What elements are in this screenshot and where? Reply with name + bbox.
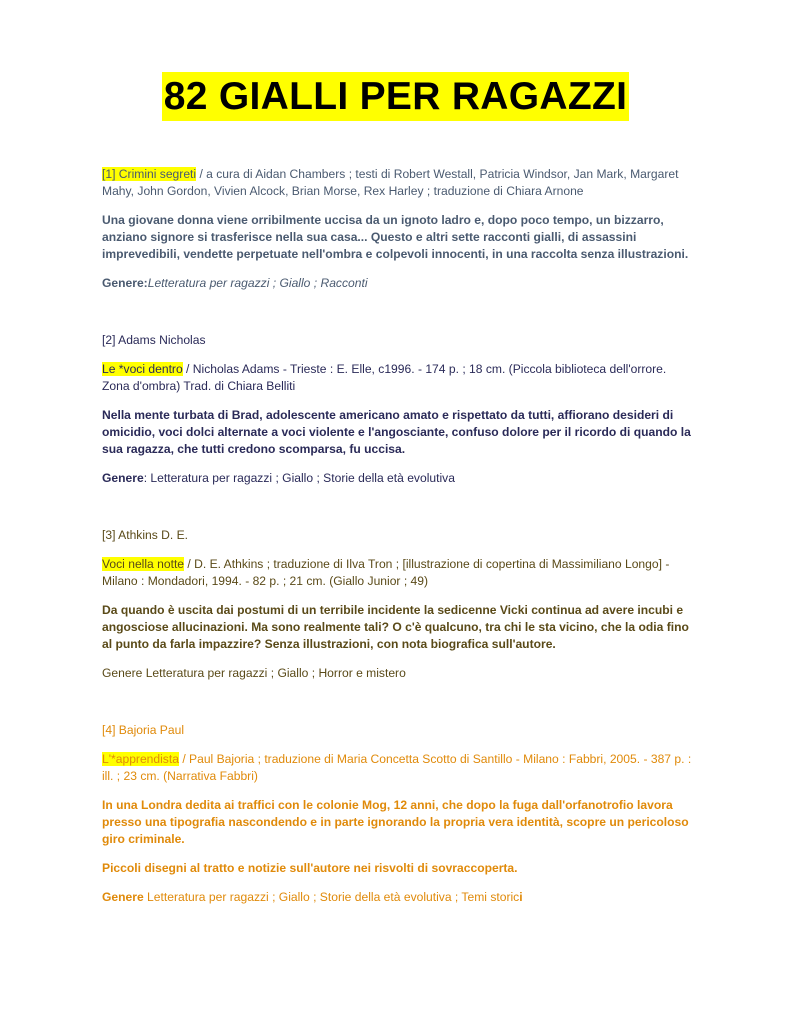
entry-3 [102,527,692,682]
entry-4-reference [102,751,692,785]
entry-2-genre-value: : Letteratura per ragazzi ; Giallo ; Storie della età evolutiva [143,471,455,485]
title-block [0,72,791,121]
entry-2-author: [2] Adams Nicholas [102,333,206,347]
entry-1-summary: Una giovane donna viene orribilmente uccisa da un ignoto ladro e, dopo poco tempo, un bizzarro, anziano signore si trasferisce nella sua casa... Questo e altri sette racconti gialli, di assassini imprevedibili, vendette perpetuate nell'ombra e colpevoli innocenti, in una raccolta senza illustrazioni. [102,213,689,261]
entry-4-details: / Paul Bajoria ; traduzione di Maria Concetta Scotto di Santillo - Milano : Fabbri, 2005. - 387 p. : ill. ; 23 cm. (Narrativa Fabbri) [102,752,692,783]
entry-1-genre [102,275,692,292]
entry-2 [102,332,692,487]
entry-1-genre-value: Letteratura per ragazzi ; Giallo ; Racconti [147,276,368,290]
entry-4-genre [102,889,692,906]
entry-2-genre [102,470,692,487]
entry-3-genre: Genere Letteratura per ragazzi ; Giallo ; Horror e mistero [102,666,406,680]
entry-3-details: / D. E. Athkins ; traduzione di Ilva Tron ; [illustrazione di copertina di Massimiliano Longo] - Milano : Mondadori, 1994. - 82 p. ; 21 cm. (Giallo Junior ; 49) [102,557,670,588]
entry-4-genre-label: Genere [102,890,144,904]
entry-1 [102,166,692,292]
entry-4-author: [4] Bajoria Paul [102,723,185,737]
entry-4-title: L'*apprendista [102,752,179,766]
entry-1-details: / a cura di Aidan Chambers ; testi di Robert Westall, Patricia Windsor, Jan Mark, Margaret Mahy, John Gordon, Vivien Alcock, Brian Morse, Rex Harley ; traduzione di Chiara Arnone [102,167,679,198]
entry-1-genre-label: Genere: [102,276,148,290]
entry-1-title: [1] Crimini segreti [102,167,197,181]
entry-3-title: Voci nella notte [102,557,185,571]
entry-4-notes: Piccoli disegni al tratto e notizie sull'autore nei risvolti di sovraccoperta. [102,861,518,875]
entry-3-summary: Da quando è uscita dai postumi di un terribile incidente la sedicenne Vicki continua ad avere incubi e angosciose allucinazioni. Ma sono realmente tali? O c'è qualcuno, tra chi le sta vicino, che la odia fino al punto da farla impazzire? Senza illustrazioni, con nota biografica sull'autore. [102,603,689,651]
entry-3-reference [102,556,692,590]
entry-1-reference [102,166,692,200]
entry-4-genre-value: Letteratura per ragazzi ; Giallo ; Storie della età evolutiva ; Temi storic [143,890,520,904]
entry-2-summary: Nella mente turbata di Brad, adolescente americano amato e rispettato da tutti, affiorano desideri di omicidio, voci dolci alternate a voci violente e l'angosciante, confuso dolore per il ricordo di quando la sua ragazza, che tutti credono scomparsa, fu uccisa. [102,408,691,456]
entry-2-reference [102,361,692,395]
entry-2-details: / Nicholas Adams - Trieste : E. Elle, c1996. - 174 p. ; 18 cm. (Piccola biblioteca dell'orrore. Zona d'ombra) Trad. di Chiara Belliti [102,362,667,393]
entry-4-genre-tail: i [519,890,523,904]
entry-4-summary: In una Londra dedita ai traffici con le colonie Mog, 12 anni, che dopo la fuga dall'orfanotrofio lavora presso una tipografia nascondendo e in parte ignorando la propria vera identità, scopre un pericoloso giro criminale. [102,798,689,846]
entry-4 [102,722,692,906]
entry-2-title: Le *voci dentro [102,362,183,376]
entry-3-author: [3] Athkins D. E. [102,528,189,542]
page-title: 82 GIALLI PER RAGAZZI [162,72,630,121]
entry-2-genre-label: Genere [102,471,144,485]
